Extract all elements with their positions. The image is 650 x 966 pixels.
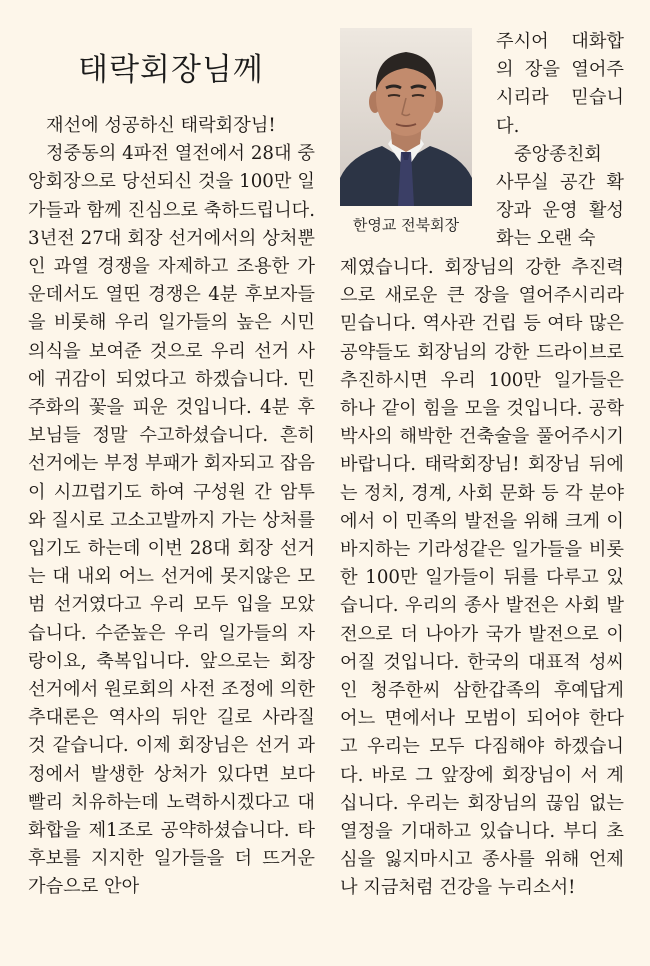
article-right-column: [340, 254, 624, 903]
portrait-image: [340, 28, 472, 206]
article-greeting: 재선에 성공하신 태락회장님!: [46, 115, 276, 136]
article-title: 태락회장님께: [78, 52, 264, 88]
article-left-column: [28, 112, 315, 902]
article-right-top-column: [496, 28, 624, 254]
author-photo-block: [340, 28, 472, 246]
author-photo: [340, 28, 472, 206]
article-paragraph-1: 정중동의 4파전 열전에서 28대 중앙회장으로 당선되신 것을 100만 일가들과 함께 진심으로 축하드립니다. 3년전 27대 회장 선거에서의 상처뿐인 과열 경쟁을 자제하고 조용한 가운데서도 열띤 경쟁은 4분 후보자들을 비롯해 우리 일가들의 높은 시민의식을 보여준 것으로 우리 선거 사에 귀감이 되었다고 하겠습니다. 민주화의 꽃을 피운 것입니다. 4분 후보님들 정말 수고하셨습니다. 흔히 선거에는 부정 부패가 회자되고 잡음이 시끄럽기도 하여 구성원 간 암투와 질시로 고소고발까지 가는 상처를 입기도 하는데 이번 28대 회장 선거는 대 내외 어느 선거에 못지않은 모범 선거였다고 우리 모두 입을 모았습니다. 수준높은 우리 일가들의 자랑이요, 축복입니다. 앞으로는 회장 선거에서 원로회의 사전 조정에 의한 추대론은 역사의 뒤안 길로 사라질 것 같습니다. 이제 회장님은 선거 과정에서 발생한 상처가 있다면 보다 빨리 치유하는데 노력하시겠다고 대화합을 제1조로 공약하셨습니다. 타 후보를 지지한 일가들을 더 뜨거운 가슴으로 안아: [28, 143, 315, 898]
article-paragraph-2: 제였습니다. 회장님의 강한 추진력으로 새로운 큰 장을 열어주시리라 믿습니다. 역사관 건립 등 여타 많은 공약들도 회장님의 강한 드라이브로 추진하시면 우리 100만 일가들은 하나 같이 힘을 모을 것입니다. 공학 박사의 해박한 건축술을 풀어주시기 바랍니다. 태락회장님! 회장님 뒤에는 정치, 경계, 사회 문화 등 각 분야에서 이 민족의 발전을 위해 크게 이바지하는 기라성같은 일가들을 비롯한 100만 일가들이 뒤를 다루고 있습니다. 우리의 종사 발전은 사회 발전으로 더 나아가 국가 발전으로 이어질 것입니다. 한국의 대표적 성씨인 청주한씨 삼한갑족의 후예답게 어느 면에서나 모범이 되어야 한다고 우리는 모두 다짐해야 하겠습니다. 바로 그 앞장에 회장님이 서 계십니다. 우리는 회장님의 끊임 없는 열정을 기대하고 있습니다. 부디 초심을 잃지마시고 종사를 위해 언제나 지금처럼 건강을 누리소서!: [340, 257, 624, 899]
author-caption: 한영교 전북회장: [352, 216, 460, 234]
article-paragraph-1-end: 주시어 대화합의 장을 열어주시리라 믿습니다.: [496, 31, 624, 137]
article-paragraph-2-start: 중앙종친회 사무실 공간 확장과 운영 활성화는 오랜 숙: [496, 143, 624, 250]
